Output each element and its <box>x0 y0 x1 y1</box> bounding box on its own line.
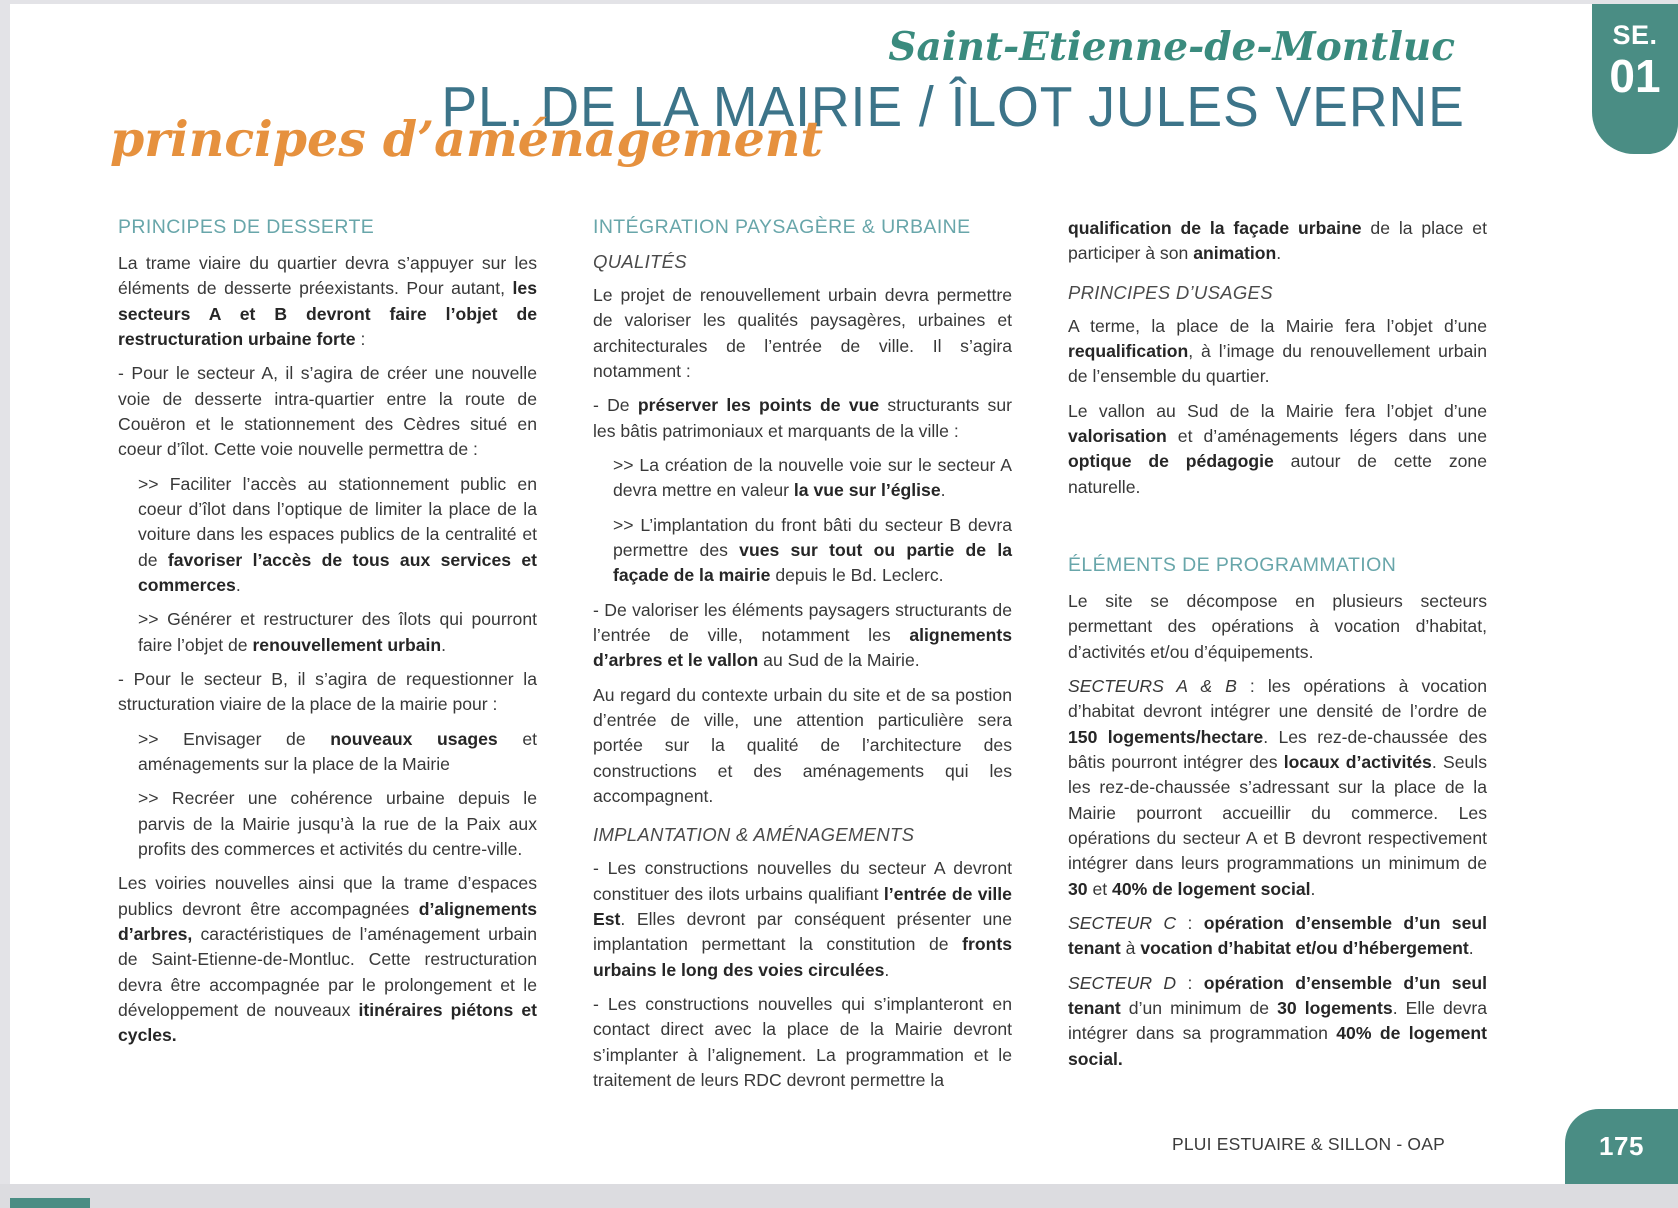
sector-badge-number: 01 <box>1609 50 1661 102</box>
commune-title: Saint-Etienne-de-Montluc <box>888 24 1455 70</box>
sector-badge-prefix: SE. <box>1612 20 1658 50</box>
sub-heading: IMPLANTATION & AMÉNAGEMENTS <box>593 824 915 846</box>
page-title: PL. DE LA MAIRIE / ÎLOT JULES VERNE <box>441 75 1465 139</box>
paragraph: Le projet de renouvellement urbain devra permettre de valoriser les qualités paysagères, urbaines et architecturales de l’entrée de ville. Il s’agira notamment : <box>593 285 1012 381</box>
paragraph: - Pour le secteur A, il s’agira de créer une nouvelle voie de desserte intra-quartier entre la route de Couëron et le stationnement des Cèdres situé en coeur d’îlot. Cette voie nouvelle permettra de : <box>118 363 537 460</box>
paragraph: Les voiries nouvelles ainsi que la trame d’espaces publics devront être accompagnées d’alignements d’arbres, caractéristiques de l’aménagement urbain de Saint-Etienne-de-Montluc. Cette restructuration devra être accompagnée par le prolongement et le développement de nouveaux itinéraires piétons et cycles. <box>118 873 537 1046</box>
paragraph: SECTEUR C : opération d’ensemble d’un seul tenant à vocation d’habitat et/ou d’hébergement. <box>1068 912 1488 959</box>
paragraph: Le site se décompose en plusieurs secteurs permettant des opérations à vocation d’habitat, d’activités et/ou d’équipements. <box>1068 590 1487 662</box>
paragraph: - De préserver les points de vue structurants sur les bâtis patrimoniaux et marquants de la ville : <box>593 395 1012 441</box>
paragraph: qualification de la façade urbaine de la place et participer à son animation. <box>1068 218 1487 264</box>
section-heading: PRINCIPES DE DESSERTE <box>118 216 375 238</box>
content-columns <box>118 216 1487 1102</box>
page-number-badge: 175 <box>1565 1109 1678 1184</box>
sub-heading: QUALITÉS <box>593 251 687 272</box>
section-heading: ÉLÉMENTS DE PROGRAMMATION <box>1068 553 1397 576</box>
paragraph: - De valoriser les éléments paysagers structurants de l’entrée de ville, notamment les alignements d’arbres et le vallon au Sud de la Mairie. <box>593 599 1012 671</box>
column-integration <box>593 216 1012 1102</box>
next-page-teal-sliver <box>10 1198 90 1208</box>
bullet-item: >> Faciliter l’accès au stationnement public en coeur d’îlot dans l’optique de limiter la place de la voiture dans les espaces publics de la centralité et de favoriser l’accès de tous aux services et commerces. <box>138 473 537 595</box>
paragraph: SECTEURS A & B : les opérations à vocation d’habitat devront intégrer une densité de l’ordre de 150 logements/hectare. Les rez-de-chaussée des bâtis pourront intégrer des locaux d’activités. Seuls les rez-de-chaussée s’adressant sur la place de la Mairie pourront accueillir du commerce. Les opérations du secteur A et B devront respectivement intégrer dans leurs programmations un minimum de 30 et 40% de logement social. <box>1068 675 1488 899</box>
sector-badge <box>1592 4 1678 154</box>
paragraph: SECTEUR D : opération d’ensemble d’un seul tenant d’un minimum de 30 logements. Elle devra intégrer dans sa programmation 40% de logement social. <box>1068 972 1488 1069</box>
bullet-item: >> L’implantation du front bâti du secteur B devra permettre des vues sur tout ou partie de la façade de la mairie depuis le Bd. Leclerc. <box>613 514 1012 586</box>
sub-heading: PRINCIPES D’USAGES <box>1068 281 1273 303</box>
script-section-title: principes d’aménagement <box>110 110 824 168</box>
next-page-edge <box>0 1184 1678 1208</box>
footer-document-label: PLUI ESTUAIRE & SILLON - OAP <box>1171 1134 1445 1154</box>
bullet-item: >> Générer et restructurer des îlots qui pourront faire l’objet de renouvellement urbain. <box>138 609 537 655</box>
paragraph: Au regard du contexte urbain du site et de sa postion d’entrée de ville, une attention particulière sera portée sur la qualité de l’architecture des constructions et des aménagements qui les accompagnent. <box>593 684 1012 806</box>
paragraph: - Pour le secteur B, il s’agira de requestionner la structuration viaire de la place de la mairie pour : <box>118 668 537 715</box>
paragraph: A terme, la place de la Mairie fera l’objet d’une requalification, à l’image du renouvellement urbain de l’ensemble du quartier. <box>1068 315 1487 387</box>
column-programmation <box>1068 216 1487 1102</box>
document-page <box>10 4 1678 1184</box>
paragraph: - Les constructions nouvelles qui s’implanteront en contact direct avec la place de la Mairie devront s’implanter à l’alignement. La programmation et le traitement de leurs RDC devront permettre la <box>593 993 1012 1090</box>
column-desserte <box>118 216 537 1102</box>
paragraph: - Les constructions nouvelles du secteur A devront constituer des ilots urbains qualifiant l’entrée de ville Est. Elles devront par conséquent présenter une implantation permettant la constitution de fronts urbains le long des voies circulées. <box>593 858 1012 980</box>
paragraph: Le vallon au Sud de la Mairie fera l’objet d’une valorisation et d’aménagements légers dans une optique de pédagogie autour de cette zone naturelle. <box>1068 400 1487 497</box>
bullet-item: >> Recréer une cohérence urbaine depuis le parvis de la Mairie jusqu’à la rue de la Paix aux profits des commerces et activités du centre-ville. <box>138 788 537 859</box>
section-heading: INTÉGRATION PAYSAGÈRE & URBAINE <box>593 216 971 238</box>
paragraph: La trame viaire du quartier devra s’appuyer sur les éléments de desserte préexistants. Pour autant, les secteurs A et B devront faire l’objet de restructuration urbaine forte : <box>118 253 537 349</box>
bullet-item: >> Envisager de nouveaux usages et aménagements sur la place de la Mairie <box>138 728 537 774</box>
bullet-item: >> La création de la nouvelle voie sur le secteur A devra mettre en valeur la vue sur l’église. <box>613 454 1012 501</box>
